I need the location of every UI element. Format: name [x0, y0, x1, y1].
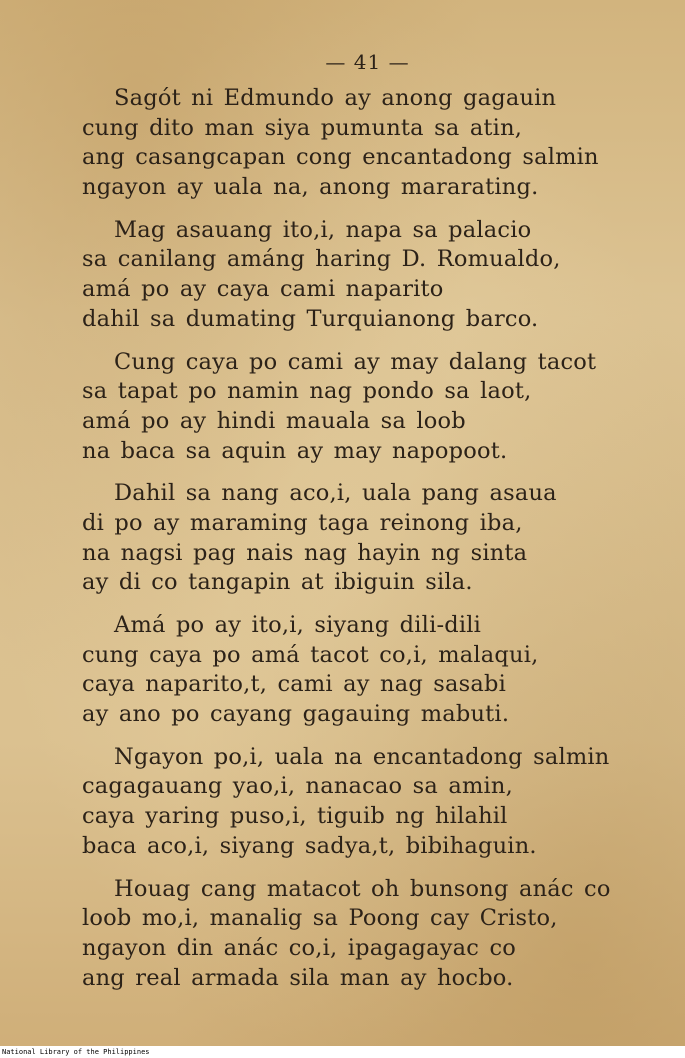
- verse-line: ngayon ay uala na, anong mararating.: [82, 174, 539, 201]
- poem-body: [82, 84, 672, 1006]
- stanza-4: [82, 479, 672, 598]
- verse-line: caya naparito,t, cami ay nag sasabi: [82, 671, 507, 698]
- verse-line: dahil sa dumating Turquianong barco.: [82, 305, 539, 332]
- verse-line: caya yaring puso,i, tiguib ng hilahil: [82, 803, 508, 830]
- stanza-7: [82, 875, 672, 994]
- verse-line: baca aco,i, siyang sadya,t, bibihaguin.: [82, 832, 537, 859]
- stanza-2: [82, 216, 672, 335]
- stanza-1: [82, 84, 672, 203]
- verse-line: loob mo,i, manalig sa Poong cay Cristo,: [82, 905, 558, 932]
- verse-line: Cung caya po cami ay may dalang tacot: [114, 348, 597, 375]
- stanza-6: [82, 743, 672, 862]
- page-number: — 41 —: [325, 50, 410, 74]
- verse-line: Ngayon po,i, uala na encantadong salmin: [114, 743, 610, 770]
- verse-line: na nagsi pag nais nag hayin ng sinta: [82, 539, 528, 566]
- verse-line: di po ay maraming taga reinong iba,: [82, 509, 523, 536]
- verse-line: Dahil sa nang aco,i, uala pang asaua: [114, 480, 557, 507]
- verse-line: Mag asauang ito,i, napa sa palacio: [114, 216, 532, 243]
- verse-line: ay di co tangapin at ibiguin sila.: [82, 569, 473, 596]
- verse-line: ay ano po cayang gagauing mabuti.: [82, 701, 510, 728]
- stanza-5: [82, 611, 672, 730]
- verse-line: cagagauang yao,i, nanacao sa amin,: [82, 773, 513, 800]
- verse-line: amá po ay caya cami naparito: [82, 276, 444, 303]
- library-credit-footer: National Library of the Philippines: [0, 1046, 685, 1058]
- verse-line: ang casangcapan cong encantadong salmin: [82, 144, 599, 171]
- verse-line: sa canilang amáng haring D. Romualdo,: [82, 246, 561, 273]
- verse-line: Houag cang matacot oh bunsong anác co: [114, 875, 611, 902]
- stanza-3: [82, 348, 672, 467]
- verse-line: sa tapat po namin nag pondo sa laot,: [82, 378, 532, 405]
- verse-line: ngayon din anác co,i, ipagagayac co: [82, 934, 516, 961]
- verse-line: Amá po ay ito,i, siyang dili-dili: [114, 612, 482, 638]
- verse-line: cung dito man siya pumunta sa atin,: [82, 114, 523, 141]
- verse-line: na baca sa aquin ay may napopoot.: [82, 437, 508, 464]
- verse-line: amá po ay hindi mauala sa loob: [82, 407, 466, 434]
- verse-line: ang real armada sila man ay hocbo.: [82, 964, 514, 991]
- verse-line: cung caya po amá tacot co,i, malaqui,: [82, 641, 539, 668]
- verse-line: Sagót ni Edmundo ay anong gagauin: [114, 85, 557, 111]
